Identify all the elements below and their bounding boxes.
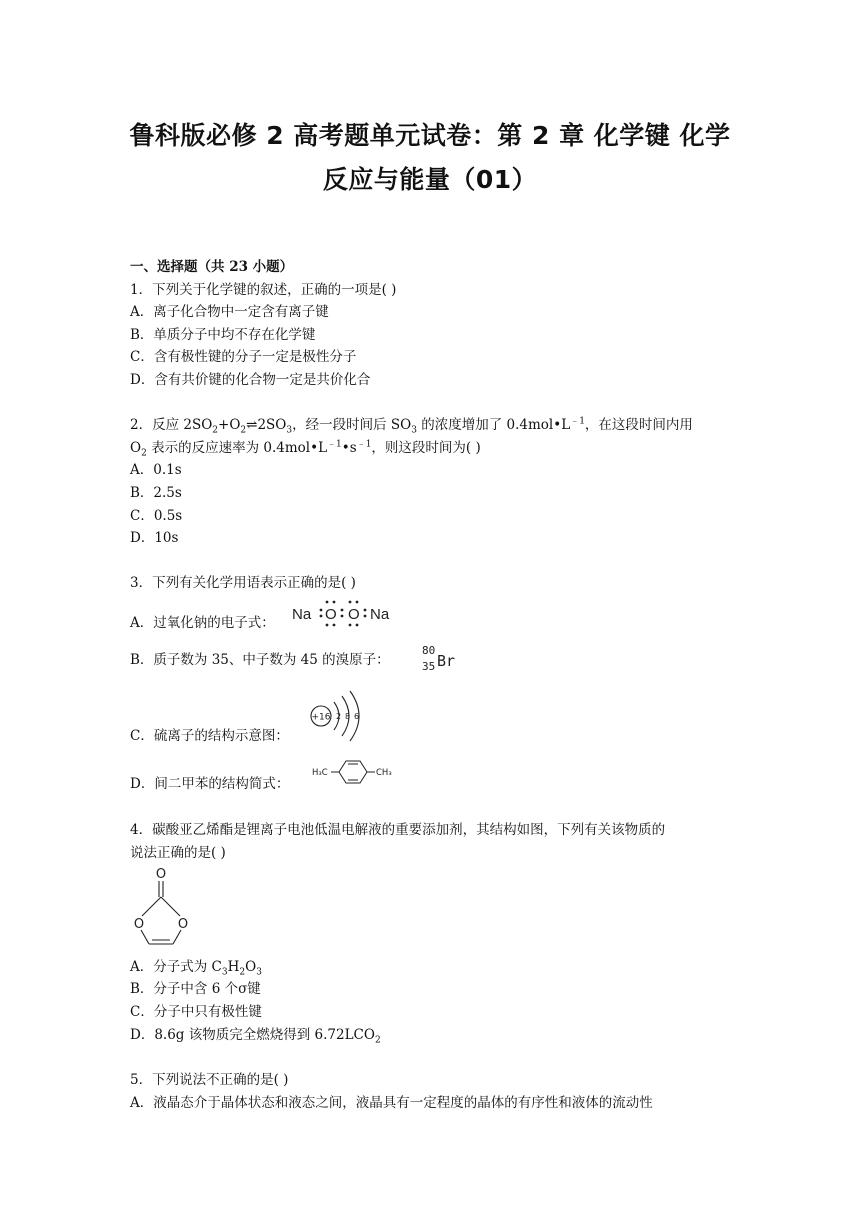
page-title-line2: 反应与能量（01）: [322, 165, 538, 194]
formula-o-left: O: [325, 606, 337, 623]
q2-stem-line2: [130, 439, 481, 457]
q1-stem: 1．下列关于化学键的叙述，正确的一项是( ): [130, 282, 397, 298]
q2-text: ，经一段时间后 SO: [292, 417, 412, 433]
q2-text: 表示的反应速率为 0.4mol•L: [146, 440, 328, 456]
q2-sup: ﹣1: [570, 416, 585, 427]
q1-option-a: A．离子化合物中一定含有离子键: [130, 304, 329, 320]
q2-sub: 3: [411, 425, 417, 436]
q1-option-c: C．含有极性键的分子一定是极性分子: [130, 349, 357, 365]
q2-option-b: B．2.5s: [130, 485, 182, 501]
q2-text: ，则这段时间为( ): [371, 440, 481, 456]
vinylene-carbonate-structure: [130, 864, 194, 954]
nucleus-charge: +16: [311, 712, 331, 723]
q1-option-d: D．含有共价键的化合物一定是共价化合: [130, 372, 371, 388]
q5-option-a: A．液晶态介于晶体状态和液态之间，液晶具有一定程度的晶体的有序性和液体的流动性: [130, 1095, 653, 1111]
methyl-right: CH₃: [376, 768, 392, 778]
q4-text: D．8.6g 该物质完全燃烧得到 6.72LCO: [130, 1027, 375, 1043]
q2-option-a: A．0.1s: [130, 462, 182, 478]
q2-sup: ﹣1: [356, 439, 372, 450]
q2-option-d: D．10s: [130, 530, 179, 546]
q2-sub: 2: [212, 425, 219, 436]
q3-option-c: C．硫离子的结构示意图：: [130, 728, 289, 744]
q2-text: O: [130, 440, 142, 456]
xylene-structure-formula: [312, 756, 400, 788]
q3-stem: 3．下列有关化学用语表示正确的是( ): [130, 575, 356, 591]
shell-1-electrons: 2: [336, 712, 342, 721]
q2-text: ，在这段时间内用: [584, 417, 693, 433]
sulfur-ion-structure-diagram: [306, 688, 370, 744]
q4-option-b: B．分子中含 6 个σ键: [130, 981, 261, 997]
q1-option-b: B．单质分子中均不存在化学键: [130, 327, 316, 343]
formula-na-right: Na: [370, 606, 390, 623]
atom-o-ring-left: O: [133, 917, 145, 932]
shell-3-electrons: 6: [354, 712, 360, 721]
q4-text: H: [227, 959, 240, 975]
q3-option-d: D．间二甲苯的结构简式：: [130, 776, 290, 792]
q2-sup: ﹣1: [327, 439, 342, 450]
q4-sub: 2: [374, 1035, 381, 1046]
page-title-line1: 鲁科版必修 2 高考题单元试卷：第 2 章 化学键 化学: [129, 121, 731, 150]
mass-number: 80: [422, 644, 436, 657]
q4-sub: 2: [239, 967, 246, 978]
q2-text: +O: [218, 417, 241, 433]
q2-text: 的浓度增加了 0.4mol•L: [416, 417, 571, 433]
atom-o-carbonyl: O: [155, 867, 167, 882]
q4-option-d: [130, 1026, 381, 1044]
formula-na-left: Na: [292, 606, 312, 623]
q4-stem-line1: 4．碳酸亚乙烯酯是锂离子电池低温电解液的重要添加剂，其结构如图，下列有关该物质的: [130, 822, 666, 838]
q4-text: O: [245, 959, 257, 975]
q3-option-a: A．过氧化钠的电子式：: [130, 615, 275, 631]
q2-option-c: C．0.5s: [130, 508, 183, 524]
q4-option-a: [130, 958, 262, 976]
q2-sub: 3: [286, 425, 293, 436]
q2-text: ⇌2SO: [246, 417, 287, 433]
section-heading: 一、选择题（共 23 小题）: [130, 259, 294, 275]
atom-o-ring-right: O: [177, 917, 189, 932]
q2-stem-line1: [130, 416, 693, 434]
q4-stem-line2: 说法正确的是( ): [130, 845, 226, 861]
bromine-isotope-notation: [420, 642, 464, 676]
methyl-left: H₃C: [312, 768, 328, 778]
q4-option-c: C．分子中只有极性键: [130, 1004, 262, 1020]
element-symbol: Br: [437, 652, 456, 670]
q5-stem: 5．下列说法不正确的是( ): [130, 1072, 289, 1088]
formula-o-right: O: [348, 606, 360, 623]
q3-option-b: B．质子数为 35、中子数为 45 的溴原子：: [130, 652, 390, 668]
sodium-peroxide-electron-formula: [290, 598, 400, 628]
atomic-number: 35: [422, 660, 436, 673]
q2-sub: 2: [240, 425, 247, 436]
q4-sub: 3: [221, 967, 228, 978]
q4-text: A．分子式为 C: [130, 959, 222, 975]
q4-sub: 3: [256, 967, 262, 978]
q2-text: 2．反应 2SO: [130, 417, 213, 433]
q2-sub: 2: [141, 448, 147, 459]
shell-2-electrons: 8: [345, 712, 351, 721]
q2-text: •s: [341, 440, 357, 456]
